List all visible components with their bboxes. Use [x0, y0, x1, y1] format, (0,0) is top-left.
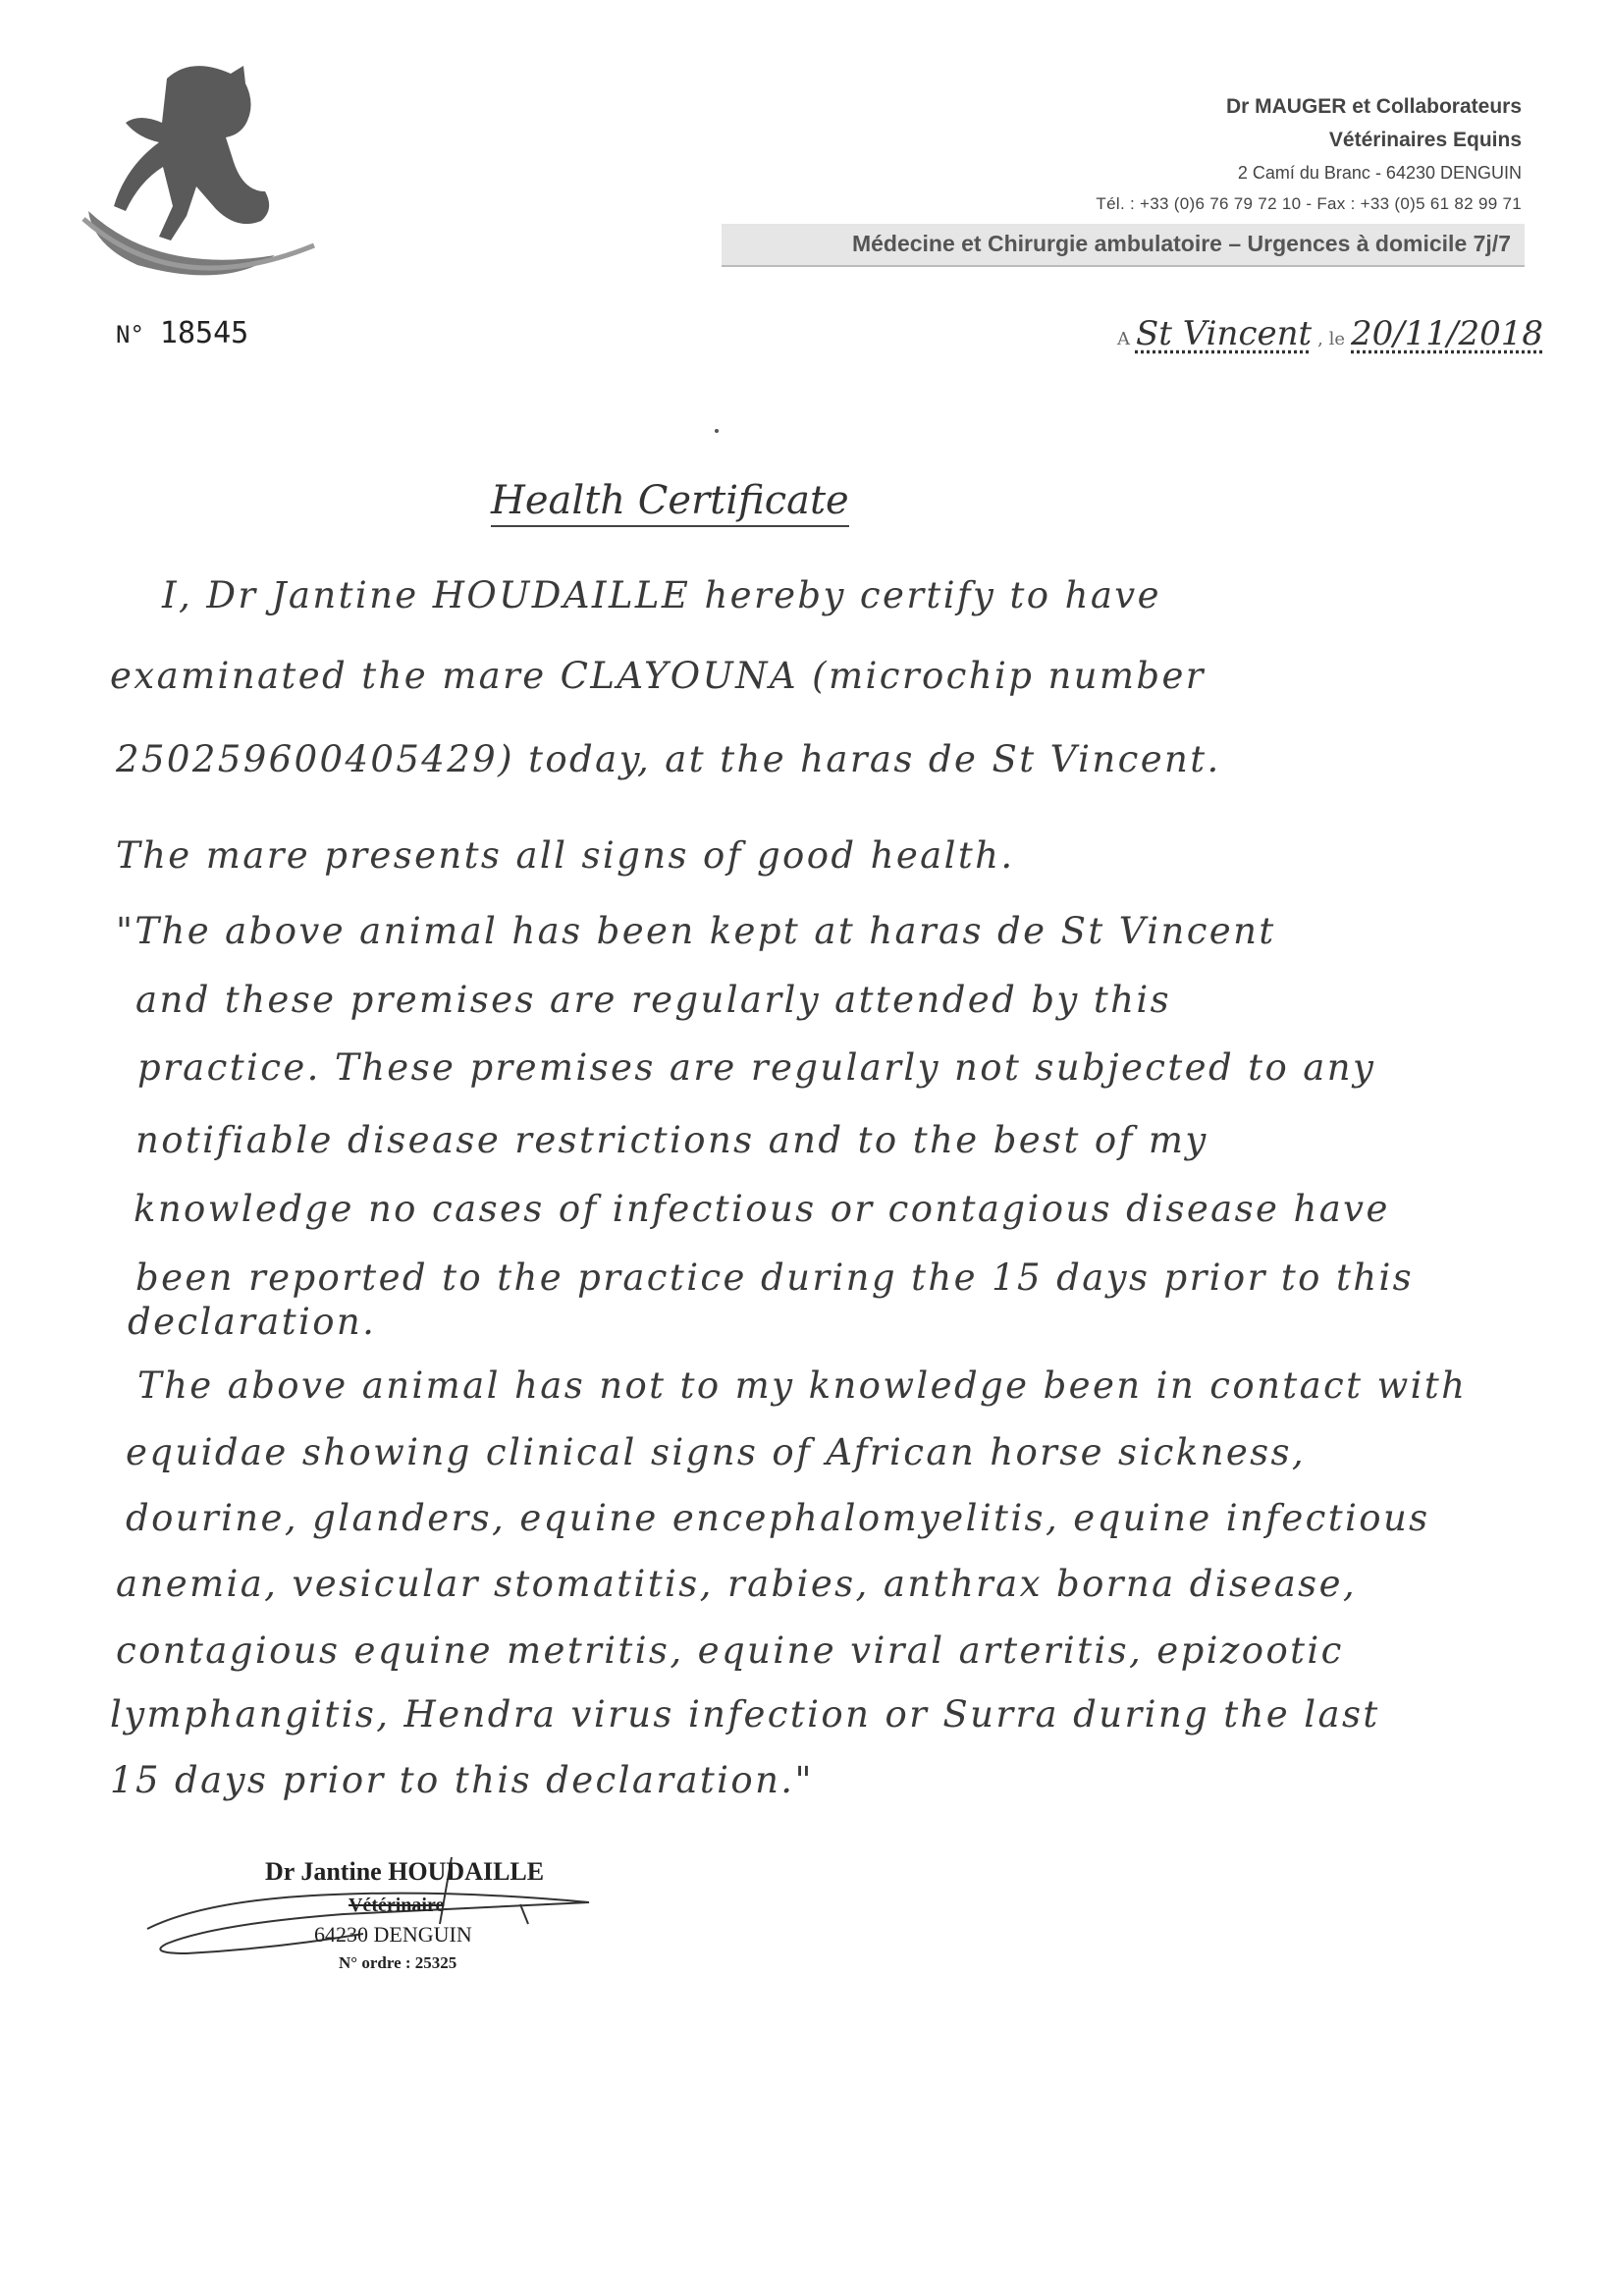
body-line: "The above animal has been kept at haras de St Vincent: [116, 910, 1276, 952]
letterhead-block: [1096, 90, 1522, 220]
body-line: 250259600405429) today, at the haras de St Vincent.: [116, 738, 1221, 780]
services-banner-text: Médecine et Chirurgie ambulatoire – Urgences à domicile 7j/7: [851, 231, 1511, 256]
stamp-order-number: N° ordre : 25325: [339, 1953, 457, 1972]
certificate-number-label: N°: [116, 321, 144, 348]
body-line: and these premises are regularly attended by this: [135, 979, 1171, 1021]
stamp-name: Dr Jantine HOUDAILLE: [265, 1857, 545, 1886]
body-line: been reported to the practice during the 15 days prior to this: [135, 1256, 1415, 1299]
certificate-number-value: 18545: [159, 316, 249, 350]
date-value: 20/11/2018: [1351, 314, 1543, 353]
practice-name: Dr MAUGER et Collaborateurs: [1225, 95, 1522, 118]
certificate-number: [116, 316, 248, 350]
place-value: St Vincent: [1135, 314, 1313, 353]
practice-phone-fax: Tél. : +33 (0)6 76 79 72 10 - Fax : +33 (0)5 61 82 99 71: [1096, 194, 1522, 213]
body-line: examinated the mare CLAYOUNA (microchip number: [110, 655, 1206, 697]
body-line: The above animal has not to my knowledge been in contact with: [137, 1364, 1468, 1407]
place-prefix: A: [1116, 329, 1130, 349]
body-line: lymphangitis, Hendra virus infection or Surra during the last: [110, 1693, 1380, 1735]
body-line: anemia, vesicular stomatitis, rabies, anthrax borna disease,: [116, 1563, 1358, 1605]
body-line: equidae showing clinical signs of African horse sickness,: [126, 1431, 1307, 1473]
body-line: dourine, glanders, equine encephalomyelitis, equine infectious: [126, 1497, 1430, 1539]
practice-subtitle: Vétérinaires Equins: [1328, 129, 1522, 151]
body-line: I, Dr Jantine HOUDAILLE hereby certify to have: [162, 574, 1161, 616]
body-line: practice. These premises are regularly not subjected to any: [137, 1046, 1376, 1089]
document-title: Health Certificate: [491, 478, 849, 527]
body-line: 15 days prior to this declaration.": [110, 1759, 814, 1801]
place-date: [1111, 314, 1543, 353]
date-prefix: , le: [1317, 329, 1346, 349]
services-banner: [722, 224, 1525, 267]
rearing-horse-logo: [69, 44, 363, 290]
stamp-role: Vétérinaire: [349, 1895, 445, 1916]
veterinarian-stamp: [128, 1855, 599, 2002]
body-line: contagious equine metritis, equine viral arteritis, epizootic: [116, 1629, 1344, 1672]
practice-address: 2 Camí du Branc - 64230 DENGUIN: [1237, 163, 1522, 183]
stamp-city: 64230 DENGUIN: [314, 1922, 472, 1947]
body-line: The mare presents all signs of good health.: [116, 834, 1015, 877]
body-line: knowledge no cases of infectious or contagious disease have: [134, 1188, 1390, 1230]
stray-dot: [715, 429, 719, 433]
body-line: notifiable disease restrictions and to the best of my: [135, 1119, 1208, 1161]
body-line: declaration.: [128, 1301, 377, 1343]
